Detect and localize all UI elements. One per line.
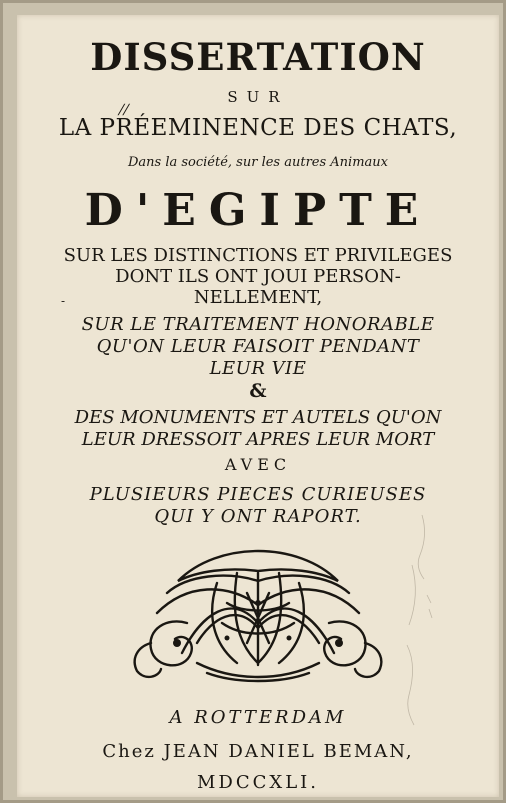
distinctions-line-2: DONT ILS ONT JOUI PERSON- [115, 266, 401, 287]
traitement-line-1: SUR LE TRAITEMENT HONORABLE [81, 314, 435, 335]
publisher-line: Chez JEAN DANIEL BEMAN, [102, 741, 414, 762]
subtitle-preeminence: LA PRÉEMINENCE DES CHATS, [58, 115, 458, 141]
printers-ornament-icon [127, 543, 389, 683]
pieces-line-1: PLUSIEURS PIECES CURIEUSES [89, 484, 427, 505]
monuments-line-2: LEUR DRESSOIT APRES LEUR MORT [81, 429, 435, 450]
stray-dash: - [61, 294, 66, 308]
traitement-line-3: LEUR VIE [209, 358, 307, 379]
monuments-line-1: DES MONUMENTS ET AUTELS QU'ON [74, 407, 442, 428]
distinctions-line-1: SUR LES DISTINCTIONS ET PRIVILEGES [63, 245, 453, 266]
avec-line: AVEC [224, 455, 292, 474]
distinctions-line-3: NELLEMENT, [193, 287, 323, 308]
sur-line-1: SUR [227, 88, 289, 106]
traitement-line-2: QU'ON LEUR FAISOIT PENDANT [96, 336, 420, 357]
ampersand: & [249, 380, 267, 402]
accent-mark: // [116, 102, 131, 118]
pieces-line-2: QUI Y ONT RAPORT. [154, 506, 362, 527]
page-title: DISSERTATION [90, 35, 426, 79]
dans-line: Dans la société, sur les autres Animaux [127, 155, 388, 170]
place-line: A ROTTERDAM [169, 707, 347, 728]
year-line: MDCCXLI. [196, 772, 319, 793]
title-page [17, 15, 499, 797]
egipte-heading: D'EGIPTE [84, 185, 432, 236]
